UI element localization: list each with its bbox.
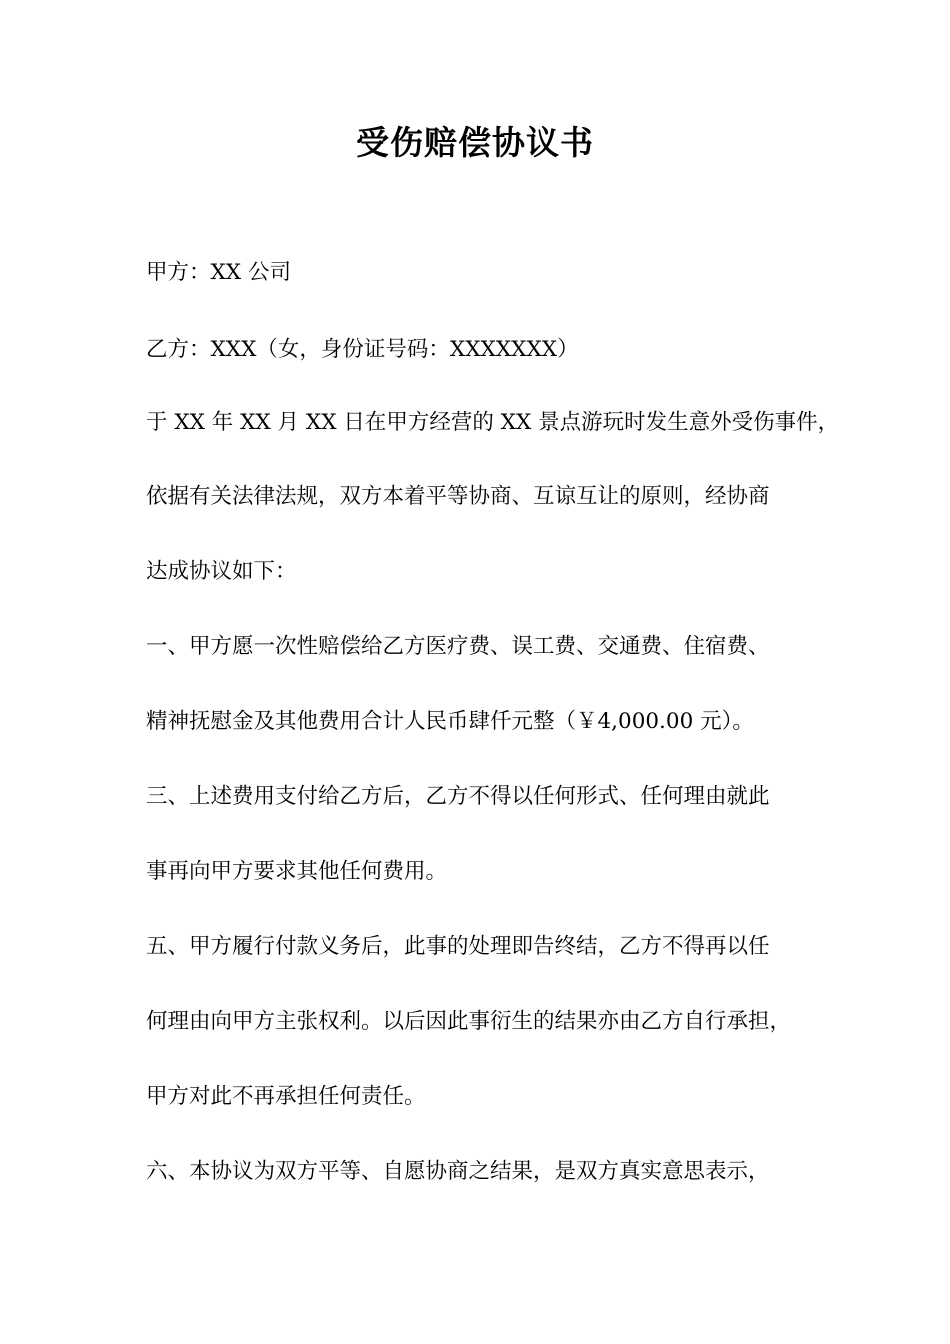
clause-5-line-3: 甲方对此不再承担任何责任。 (146, 1084, 426, 1109)
preamble-line-2: 依据有关法律法规，双方本着平等协商、互谅互让的原则，经协商 (146, 484, 770, 509)
preamble-line-3: 达成协议如下： (146, 559, 297, 584)
clause-1-line-1: 一、甲方愿一次性赔偿给乙方医疗费、误工费、交通费、住宿费、 (146, 634, 770, 659)
clause-3-line-2: 事再向甲方要求其他任何费用。 (146, 859, 448, 884)
party-b-line: 乙方：XXX（女，身份证号码：XXXXXXX） (146, 337, 579, 362)
document-title: 受伤赔偿协议书 (356, 123, 594, 162)
clause-3-line-1: 三、上述费用支付给乙方后，乙方不得以任何形式、任何理由就此 (146, 784, 770, 809)
clause-1-line-2: 精神抚慰金及其他费用合计人民币肆仟元整（￥4,000.00 元）。 (146, 709, 754, 734)
clause-6-line-1: 六、本协议为双方平等、自愿协商之结果，是双方真实意思表示， (146, 1159, 770, 1184)
clause-5-line-1: 五、甲方履行付款义务后，此事的处理即告终结，乙方不得再以任 (146, 934, 770, 959)
party-a-line: 甲方：XX 公司 (146, 260, 291, 285)
preamble-line-1: 于 XX 年 XX 月 XX 日在甲方经营的 XX 景点游玩时发生意外受伤事件， (146, 410, 840, 435)
clause-5-line-2: 何理由向甲方主张权利。以后因此事衍生的结果亦由乙方自行承担， (146, 1009, 792, 1034)
